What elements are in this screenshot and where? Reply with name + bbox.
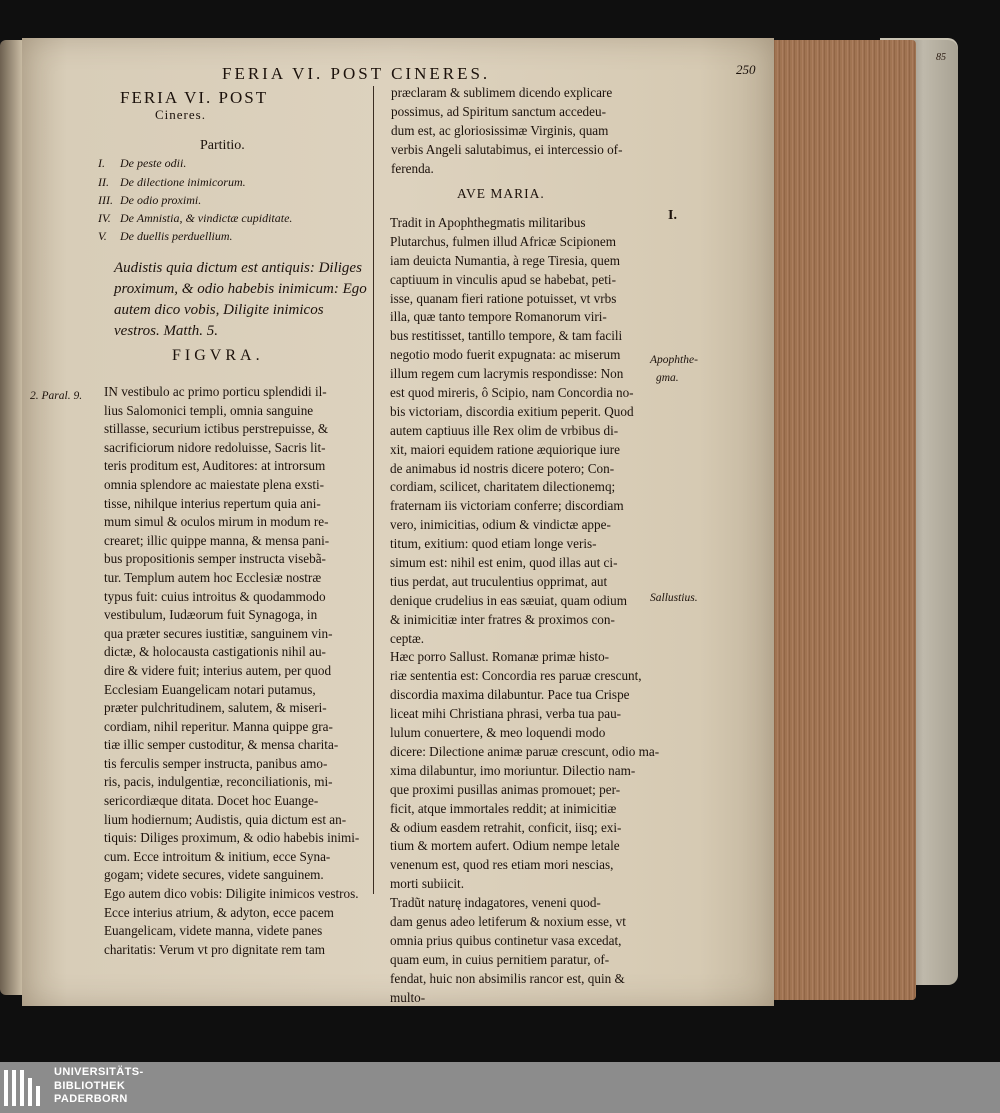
text-line: Tradũt naturę indagatores, veneni quod-: [390, 895, 601, 911]
margin-note-apophthegma-cont: gma.: [656, 372, 679, 384]
text-line: mum simul & oculos mirum in modum re-: [104, 514, 329, 530]
margin-note-apophthegma: Apophthe-: [650, 354, 698, 366]
text-line: sericordiæque ditata. Docet hoc Euange-: [104, 793, 319, 809]
text-line: xima dilabuntur, imo moriuntur. Dilectio nam-: [390, 762, 636, 778]
text-line: præclaram & sublimem dicendo explicare: [391, 85, 613, 100]
text-line: dictæ, & holocausta castigationis nihil au-: [104, 644, 326, 660]
right-body-text: [390, 214, 660, 1007]
library-name: [54, 1066, 144, 1107]
text-line: riæ sententia est: Concordia res paruæ crescunt,: [390, 668, 642, 684]
library-line-3: PADERBORN: [54, 1093, 128, 1105]
running-head: FERIA VI. POST CINERES.: [222, 64, 491, 83]
text-line: tium & mortem aufert. Odium nempe letale: [390, 838, 620, 854]
text-line: IN vestibulo ac primo porticu splendidi il-: [104, 384, 327, 399]
text-line: Hæc porro Sallust. Romanæ primæ histo-: [390, 649, 610, 665]
text-line: ceptæ.: [390, 630, 425, 646]
library-line-2: BIBLIOTHEK: [54, 1079, 126, 1092]
text-line: omnia splendore ac maiestate plena exsti-: [104, 476, 325, 492]
division-item: [98, 211, 378, 226]
text-line: teris proditum est, Auditores: at introrsum: [104, 458, 326, 474]
text-line: verbis Angeli salutabimus, ei intercessio of-: [391, 142, 623, 157]
text-line: morti subiicit.: [390, 876, 464, 892]
text-line: Ecce interius atrium, & adyton, ecce pacem: [104, 904, 334, 920]
text-line: est quod mireris, ô Scipio, nam Concordia no-: [390, 385, 634, 401]
text-line: bus propositionis semper instructa visebã-: [104, 551, 326, 567]
text-line: Tradit in Apophthegmatis militaribus: [390, 215, 586, 230]
text-line: tisse, nihilque interius repertum quia ani-: [104, 495, 321, 511]
library-logo-icon: [0, 1068, 46, 1108]
text-line: qua præter secures iustitiæ, sanguinem vin-: [104, 625, 333, 641]
text-line: Plutarchus, fulmen illud Africæ Scipionem: [390, 233, 616, 249]
text-line: dicere: Dilectione animæ paruæ crescunt, odio ma-: [390, 743, 660, 759]
text-line: cum. Ecce introitum & initium, ecce Syna-: [104, 848, 331, 864]
text-line: iam deuicta Numantia, à rege Tiresia, quem: [390, 252, 620, 268]
text-line: dum est, ac gloriosissimæ Virginis, quam: [391, 123, 609, 138]
text-line: lium hodiernum; Audistis, quia dictum est an-: [104, 811, 347, 827]
division-number: V.: [98, 229, 107, 243]
text-line: simum est: nihil est enim, quod illas aut ci-: [390, 555, 618, 571]
text-line: xit, maiori equidem ratione æquiorique iure: [390, 441, 620, 457]
text-line: crearet; illic quippe manna, & mensa pani-: [104, 532, 330, 548]
text-line: Ego autem dico vobis: Diligite inimicos vestros.: [104, 886, 359, 902]
text-line: titum, exitium: quod etiam longe veris-: [390, 536, 597, 552]
text-line: Euangelicam, videte manna, videte panes: [104, 923, 323, 939]
division-number: IV.: [98, 211, 111, 225]
section-title: FERIA VI. POST: [120, 88, 269, 107]
text-line: liceat mihi Christiana phrasi, verba tua pau-: [390, 706, 622, 722]
text-line: & odium easdem retrahit, conficit, iisq; exi-: [390, 819, 622, 835]
text-line: que proximi pusillas animas promouet; per-: [390, 781, 621, 797]
text-line: tius perdat, aut truculentius opprimat, aut: [390, 573, 608, 589]
tab-number: 85: [936, 52, 946, 63]
column-rule: [373, 86, 374, 894]
division-text: De odio proximi.: [120, 193, 202, 207]
library-line-1: UNIVERSITÄTS-: [54, 1066, 144, 1078]
text-line: tis ferculis semper instructa, panibus amo-: [104, 755, 328, 771]
division-item: [98, 229, 378, 244]
text-line: illa, quæ tanto tempore Romanorum viri-: [390, 309, 607, 325]
text-line: autem captiuus ille Rex olim de vrbibus di-: [390, 422, 619, 438]
text-line: cordiam, nihil reperitur. Manna quippe gra-: [104, 718, 333, 734]
section-marker: I.: [668, 208, 677, 223]
division-text: De Amnistia, & vindictæ cupiditate.: [120, 211, 293, 225]
text-line: isse, quanam fieri ratione potuisset, vt vrbs: [390, 290, 617, 306]
division-item: [98, 193, 378, 208]
text-line: lius Salomonici templi, omnia sanguine: [104, 402, 314, 418]
scripture-quote: Audistis quia dictum est antiquis: Diliges proximum, & odio habebis inimicum: Ego autem dico vobis, Diligite inimicos vestros. Matth. 5.: [114, 260, 367, 339]
text-line: ris, pacis, indulgentiæ, reconciliationis, mi-: [104, 774, 333, 790]
division-text: De dilectione inimicorum.: [120, 175, 246, 189]
text-line: præter pulchritudinem, salutem, & miseri-: [104, 700, 327, 716]
margin-note-paral: 2. Paral. 9.: [30, 390, 83, 402]
text-line: quam eum, in cuius pernitiem paratur, of-: [390, 951, 610, 967]
text-line: dam genus adeo letiferum & noxium esse, vt: [390, 913, 626, 929]
division-text: De peste odii.: [120, 156, 187, 170]
folio-number: 250: [736, 62, 756, 77]
division-item: [98, 156, 378, 171]
text-line: Ecclesiam Euangelicam notari putamus,: [104, 681, 316, 697]
page-edges: [766, 40, 916, 1000]
text-line: tiquis: Diliges proximum, & odio habebis inimi-: [104, 830, 360, 846]
text-line: venenum est, quod res etiam mori nescias,: [390, 857, 614, 873]
division-item: [98, 175, 378, 190]
division-text: De duellis perduellium.: [120, 229, 233, 243]
text-line: vero, inimicitias, odium & vindictæ appe-: [390, 517, 611, 533]
text-line: typus fuit: cuius introitus & quodammodo: [104, 588, 326, 604]
text-line: omnia prius quibus continetur vasa excedat,: [390, 932, 622, 948]
text-line: cordiam, scilicet, charitatem dilectionemq;: [390, 479, 616, 495]
text-line: fendat, huic non absimilis rancor est, quin &: [390, 970, 625, 986]
text-line: gogam; videte secures, videte sanguinem.: [104, 867, 324, 883]
text-line: denique crudelius in eas sæuiat, quam odium: [390, 592, 627, 608]
text-line: illum regem cum lacrymis respondisse: Non: [390, 366, 624, 382]
text-line: multo-: [390, 989, 426, 1005]
text-line: fraternam iis victoriam conferre; discordiam: [390, 498, 624, 514]
division-number: III.: [98, 193, 113, 207]
text-line: discordia maxima dilabuntur. Pace tua Crispe: [390, 687, 630, 703]
text-line: ficit, atque immortales reddit; at inimicitiæ: [390, 800, 617, 816]
right-top-text: [391, 83, 653, 178]
text-line: captiuum in vinculis apud se habebat, peti-: [390, 271, 616, 287]
section-subtitle: Cineres.: [155, 107, 206, 122]
text-line: vestibulum, Iudæorum fuit Synagoga, in: [104, 607, 318, 623]
text-line: lulum conuertere, & meo loquendi modo: [390, 725, 606, 741]
text-line: possimus, ad Spiritum sanctum accedeu-: [391, 104, 606, 119]
partitio-heading: Partitio.: [200, 138, 245, 153]
figura-heading: FIGVRA.: [172, 347, 264, 364]
text-line: tur. Templum autem hoc Ecclesiæ nostræ: [104, 569, 322, 585]
ave-maria-heading: AVE MARIA.: [457, 186, 545, 201]
text-line: & inimicitiæ inter fratres & proximos con-: [390, 611, 615, 627]
division-number: II.: [98, 175, 109, 189]
text-line: de animabus id nostris dicere potero; Con-: [390, 460, 615, 476]
text-line: charitatis: Verum vt pro dignitate rem tam: [104, 941, 325, 957]
margin-note-sallustius: Sallustius.: [650, 592, 698, 604]
text-line: tiæ illic semper custoditur, & mensa charita-: [104, 737, 339, 753]
text-line: bis victoriam, discordia exitium peperit. Quod: [390, 403, 634, 419]
division-number: I.: [98, 156, 105, 170]
text-line: dire & videre fuit; interius autem, per quod: [104, 662, 332, 678]
text-line: bus restitisset, tantillo tempore, & tam facili: [390, 328, 623, 344]
text-line: negotio modo fuerit expugnata: ac miserum: [390, 347, 621, 363]
text-line: stillasse, securium ictibus perstrepuisse, &: [104, 421, 329, 437]
left-body-text: [104, 383, 366, 959]
text-line: ferenda.: [391, 161, 434, 176]
library-footer: [0, 1062, 1000, 1113]
text-line: sacrificiorum nidore redoluisse, Sacris lit-: [104, 439, 326, 455]
